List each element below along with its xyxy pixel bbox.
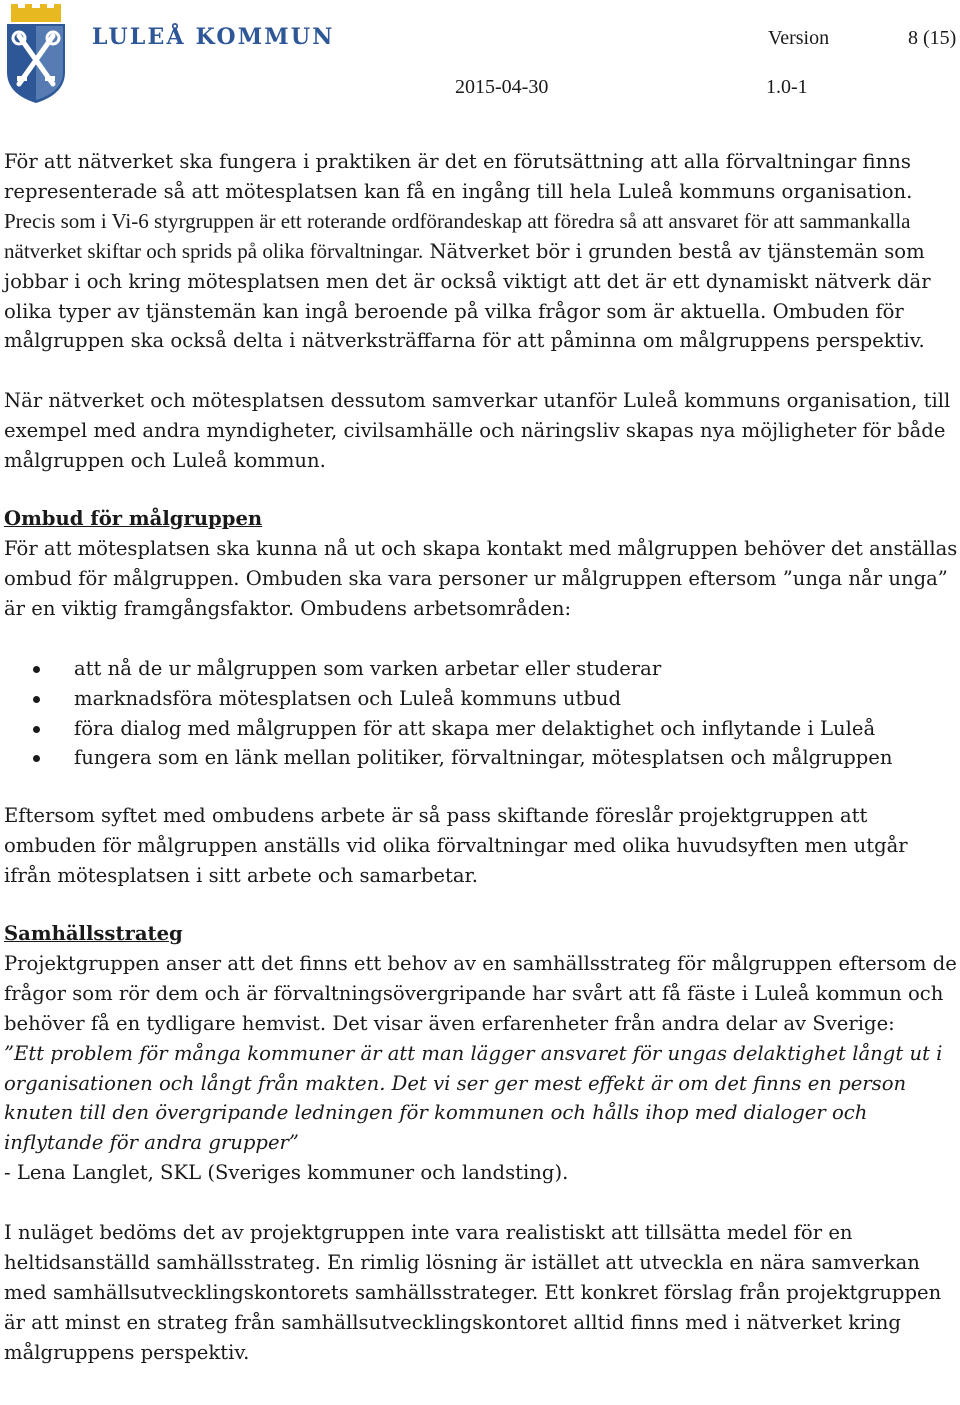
page-number: 8 (15) [908,27,957,49]
bullet-icon [33,755,40,762]
quote-text: ”Ett problem för många kommuner är att man lägger ansvaret för ungas delaktighet långt ut i organisationen och långt från makten. Det vi ser ger mest effekt är om det finns en person knuten till den övergripande ledningen för kommunen och hålls ihop med dialoger och inflytande för andra grupper” [4,1041,943,1155]
list-item: marknadsföra mötesplatsen och Luleå kommuns utbud [4,684,958,714]
lulea-coat-of-arms-icon [5,4,67,104]
paragraph-network-part-3: Nätverket bör i grunden bestå av tjänstemän som jobbar i och kring mötesplatsen men det är också viktigt att det är ett dynamiskt nätverk där olika typer av tjänstemän kan ingå beroende på vilka frågor som är aktuella. Ombuden för målgruppen ska också delta i nätverksträffarna för att påminna om målgruppens perspektiv. [4,239,931,353]
version-number: 1.0-1 [766,76,808,98]
list-item: föra dialog med målgruppen för att skapa mer delaktighet och inflytande i Luleå [4,714,958,744]
heading-ombud: Ombud för målgruppen [4,507,263,531]
paragraph-cooperation: När nätverket och mötesplatsen dessutom samverkar utanför Luleå kommuns organisation, till exempel med andra myndigheter, civilsamhälle och näringsliv skapas nya möjligheter för både målgruppen och Luleå kommun. [4,389,951,473]
quote-attribution: - Lena Langlet, SKL (Sveriges kommuner och landsting). [4,1161,569,1185]
bullet-icon [33,726,40,733]
paragraph-ombud-placement: Eftersom syftet med ombudens arbete är så pass skiftande föreslår projektgruppen att ombuden för målgruppen anställs vid olika förvaltningar med olika huvudsyften men utgår ifrån mötesplatsen i sitt arbete och samarbetar. [4,804,908,888]
paragraph-ombud: För att mötesplatsen ska kunna nå ut och skapa kontakt med målgruppen behöver det anställas ombud för målgruppen. Ombuden ska vara personer ur målgruppen eftersom ”unga når unga” är en viktig framgångsfaktor. Ombudens arbetsområden: [4,536,958,620]
bullet-icon [33,666,40,673]
paragraph-network-part-2: Precis som i Vi-6 styrgruppen är ett roterande ordförandeskap att föredra så att ansvaret för att sammankalla nätverket skiftar och sprids på olika förvaltningar. [4,208,911,263]
paragraph-network [4,147,958,356]
version-label: Version [768,27,830,49]
paragraph-current-assessment: I nuläget bedöms det av projektgruppen inte vara realistiskt att tillsätta medel för en heltidsanställd samhällsstrateg. En rimlig lösning är istället att utveckla en nära samverkan med samhällsutvecklingskontorets samhällsstrateger. Ett konkret förslag från projektgruppen är att minst en strateg från samhällsutvecklingskontoret alltid finns med i nätverket kring målgruppens perspektiv. [4,1221,942,1364]
organization-name: LULEÅ KOMMUN [92,24,335,50]
document-date: 2015-04-30 [455,76,549,98]
list-item: fungera som en länk mellan politiker, förvaltningar, mötesplatsen och målgruppen [4,743,958,773]
document-body [4,147,958,1368]
page-header [0,0,960,110]
paragraph-samhallsstrateg: Projektgruppen anser att det finns ett behov av en samhällsstrateg för målgruppen eftersom de frågor som rör dem och är förvaltningsövergripande har svårt att få fäste i Luleå kommun och behöver få en tydligare hemvist. Det visar även erfarenheter från andra delar av Sverige: [4,951,957,1035]
list-item: att nå de ur målgruppen som varken arbetar eller studerar [4,654,958,684]
heading-samhallsstrateg: Samhällsstrateg [4,922,183,946]
work-areas-list [4,654,958,774]
paragraph-network-part-1: För att nätverket ska fungera i praktiken är det en förutsättning att alla förvaltningar finns representerade så att mötesplatsen kan få en ingång till hela Luleå kommuns organisation. [4,150,913,203]
bullet-icon [33,696,40,703]
